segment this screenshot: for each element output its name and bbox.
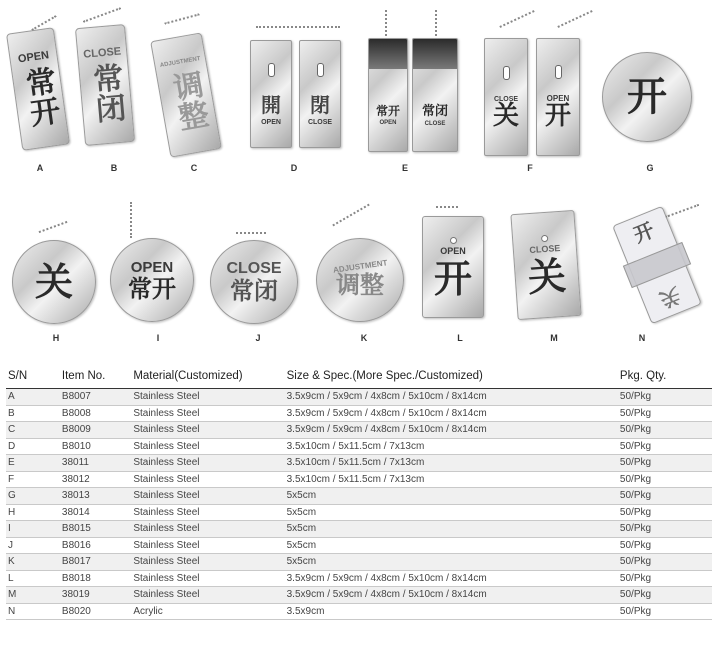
product-label: J	[255, 333, 261, 343]
sign-tag	[536, 38, 580, 156]
spec-table	[6, 366, 712, 620]
table-row	[6, 570, 712, 587]
bead-chain	[164, 13, 199, 24]
cell-pkg-qty: 50/Pkg	[618, 504, 712, 521]
header-material: Material(Customized)	[131, 366, 284, 389]
sign-tag	[6, 27, 70, 151]
cell-pkg-qty: 50/Pkg	[618, 471, 712, 488]
sign-tag	[422, 216, 484, 318]
cell-material: Stainless Steel	[131, 521, 284, 538]
cell-pkg-qty: 50/Pkg	[618, 570, 712, 587]
product-label: G	[646, 163, 654, 173]
bead-chain	[39, 221, 68, 233]
sign-tag	[150, 32, 222, 157]
header-item-no: Item No.	[60, 366, 131, 389]
hanging-hole	[540, 234, 547, 241]
header-sn: S/N	[6, 366, 60, 389]
cell-material: Acrylic	[131, 603, 284, 620]
acrylic-slider	[623, 242, 691, 288]
sign-tag	[510, 210, 581, 320]
tag-chinese-text: 開	[261, 92, 281, 117]
tag-chinese-text: 开	[433, 256, 472, 301]
cell-pkg-qty: 50/Pkg	[618, 587, 712, 604]
tag-chinese-text: 常闭	[86, 61, 127, 124]
dark-band	[413, 39, 457, 69]
sign-tag	[250, 40, 292, 148]
cell-size-spec: 5x5cm	[285, 537, 618, 554]
cell-size-spec: 5x5cm	[285, 504, 618, 521]
cell-pkg-qty: 50/Pkg	[618, 603, 712, 620]
cell-item-no: B8016	[60, 537, 131, 554]
cell-material: Stainless Steel	[131, 438, 284, 455]
tag-chinese-text: 关	[492, 100, 519, 131]
cell-sn: L	[6, 570, 60, 587]
table-row	[6, 504, 712, 521]
cell-size-spec: 5x5cm	[285, 554, 618, 571]
sign-tag	[484, 38, 528, 156]
cell-item-no: B8010	[60, 438, 131, 455]
sign-tag	[210, 240, 298, 324]
header-size-spec: Size & Spec.(More Spec./Customized)	[285, 366, 618, 389]
tag-english-text: CLOSE	[307, 118, 333, 126]
tag-chinese-text: 常开	[18, 64, 62, 129]
cell-sn: B	[6, 405, 60, 422]
slot-hole	[503, 66, 510, 80]
table-row	[6, 537, 712, 554]
product-label: M	[550, 333, 558, 343]
cell-material: Stainless Steel	[131, 488, 284, 505]
cell-sn: G	[6, 488, 60, 505]
cell-item-no: B8018	[60, 570, 131, 587]
cell-pkg-qty: 50/Pkg	[618, 488, 712, 505]
tag-english-text: OPEN	[546, 94, 570, 103]
tag-chinese-text: 常闭	[421, 104, 448, 119]
cell-sn: D	[6, 438, 60, 455]
cell-size-spec: 3.5x10cm / 5x11.5cm / 7x13cm	[285, 455, 618, 472]
tag-english-text: ADJUSTMENT	[332, 258, 388, 275]
cell-item-no: 38011	[60, 455, 131, 472]
cell-sn: C	[6, 422, 60, 439]
cell-item-no: 38014	[60, 504, 131, 521]
cell-pkg-qty: 50/Pkg	[618, 405, 712, 422]
bead-chain	[436, 206, 458, 208]
product-label: C	[190, 163, 198, 173]
sign-tag	[299, 40, 341, 148]
cell-size-spec: 5x5cm	[285, 521, 618, 538]
product-label: E	[401, 163, 408, 173]
cell-sn: N	[6, 603, 60, 620]
tag-english-text: OPEN	[261, 118, 281, 126]
cell-sn: A	[6, 389, 60, 406]
tag-english-text: OPEN	[130, 258, 174, 276]
bead-chain	[236, 232, 266, 234]
cell-item-no: B8008	[60, 405, 131, 422]
cell-item-no: B8020	[60, 603, 131, 620]
cell-sn: F	[6, 471, 60, 488]
sign-tag	[602, 52, 692, 142]
tag-chinese-text: 开	[627, 74, 667, 120]
tag-english-text: CLOSE	[82, 44, 122, 61]
tag-chinese-text: 常闭	[230, 277, 278, 305]
sign-tag	[110, 238, 194, 322]
table-row	[6, 438, 712, 455]
cell-item-no: B8007	[60, 389, 131, 406]
sign-tag	[316, 238, 404, 322]
sign-tag	[612, 206, 702, 325]
cell-sn: M	[6, 587, 60, 604]
tag-chinese-text: 常开	[375, 104, 400, 118]
cell-material: Stainless Steel	[131, 471, 284, 488]
table-row	[6, 587, 712, 604]
cell-size-spec: 5x5cm	[285, 488, 618, 505]
cell-sn: J	[6, 537, 60, 554]
cell-size-spec: 3.5x9cm / 5x9cm / 4x8cm / 5x10cm / 8x14cm	[285, 570, 618, 587]
tag-chinese-text: 关	[526, 253, 568, 300]
bead-chain	[665, 204, 700, 218]
bead-chain	[499, 10, 534, 28]
tag-english-text: CLOSE	[226, 260, 282, 277]
cell-size-spec: 3.5x10cm / 5x11.5cm / 7x13cm	[285, 438, 618, 455]
table-row	[6, 554, 712, 571]
cell-material: Stainless Steel	[131, 587, 284, 604]
table-row	[6, 389, 712, 406]
bead-chain	[385, 10, 387, 40]
bead-chain	[130, 202, 132, 238]
tag-chinese-text: 开	[629, 217, 658, 248]
cell-material: Stainless Steel	[131, 537, 284, 554]
sign-tag	[12, 240, 96, 324]
tag-chinese-text: 调整	[165, 68, 210, 134]
tag-english-text: OPEN	[17, 48, 50, 65]
tag-chinese-text: 开	[544, 101, 571, 131]
cell-sn: E	[6, 455, 60, 472]
cell-material: Stainless Steel	[131, 504, 284, 521]
dark-band	[369, 39, 407, 69]
table-header-row	[6, 366, 712, 389]
product-label: K	[360, 333, 368, 343]
cell-pkg-qty: 50/Pkg	[618, 422, 712, 439]
cell-size-spec: 3.5x10cm / 5x11.5cm / 7x13cm	[285, 471, 618, 488]
slot-hole	[555, 65, 562, 79]
product-label: B	[110, 163, 118, 173]
tag-english-text: ADJUSTMENT	[159, 55, 201, 70]
cell-material: Stainless Steel	[131, 389, 284, 406]
slot-hole	[268, 63, 275, 77]
product-label: A	[36, 163, 44, 173]
cell-pkg-qty: 50/Pkg	[618, 537, 712, 554]
cell-sn: K	[6, 554, 60, 571]
cell-material: Stainless Steel	[131, 422, 284, 439]
cell-material: Stainless Steel	[131, 554, 284, 571]
cell-material: Stainless Steel	[131, 405, 284, 422]
table-row	[6, 422, 712, 439]
cell-pkg-qty: 50/Pkg	[618, 455, 712, 472]
cell-sn: H	[6, 504, 60, 521]
tag-english-text: OPEN	[440, 245, 466, 256]
header-pkg-qty: Pkg. Qty.	[618, 366, 712, 389]
sign-tag	[368, 38, 408, 152]
product-label: F	[527, 163, 533, 173]
table-row	[6, 471, 712, 488]
cell-item-no: 38012	[60, 471, 131, 488]
product-label: D	[290, 163, 298, 173]
bead-chain	[557, 10, 592, 28]
sign-tag	[75, 24, 135, 146]
cell-pkg-qty: 50/Pkg	[618, 521, 712, 538]
slot-hole	[317, 63, 324, 77]
tag-chinese-text: 关	[656, 282, 684, 313]
product-label: H	[52, 333, 60, 343]
hanging-hole	[450, 237, 457, 244]
cell-size-spec: 3.5x9cm	[285, 603, 618, 620]
cell-size-spec: 3.5x9cm / 5x9cm / 4x8cm / 5x10cm / 8x14cm	[285, 422, 618, 439]
table-row	[6, 488, 712, 505]
bead-chain	[332, 204, 369, 227]
bead-chain	[256, 26, 340, 28]
cell-size-spec: 3.5x9cm / 5x9cm / 4x8cm / 5x10cm / 8x14cm	[285, 389, 618, 406]
bead-chain	[83, 7, 121, 23]
tag-chinese-text: 调整	[336, 271, 384, 299]
sign-tag	[412, 38, 458, 152]
cell-pkg-qty: 50/Pkg	[618, 554, 712, 571]
product-label: I	[156, 333, 160, 343]
tag-chinese-text: 閉	[310, 92, 330, 117]
cell-item-no: B8009	[60, 422, 131, 439]
tag-english-text: OPEN	[379, 120, 397, 126]
cell-size-spec: 3.5x9cm / 5x9cm / 4x8cm / 5x10cm / 8x14cm	[285, 587, 618, 604]
product-label: L	[457, 333, 463, 343]
cell-pkg-qty: 50/Pkg	[618, 438, 712, 455]
table-body	[6, 389, 712, 620]
cell-item-no: B8015	[60, 521, 131, 538]
cell-pkg-qty: 50/Pkg	[618, 389, 712, 406]
cell-size-spec: 3.5x9cm / 5x9cm / 4x8cm / 5x10cm / 8x14cm	[285, 405, 618, 422]
tag-english-text: CLOSE	[493, 95, 519, 103]
cell-material: Stainless Steel	[131, 570, 284, 587]
cell-sn: I	[6, 521, 60, 538]
product-label: N	[638, 333, 646, 343]
table-row	[6, 405, 712, 422]
tag-english-text: CLOSE	[424, 121, 446, 127]
table-row	[6, 455, 712, 472]
cell-material: Stainless Steel	[131, 455, 284, 472]
table-row	[6, 521, 712, 538]
tag-chinese-text: 关	[34, 260, 73, 304]
cell-item-no: B8017	[60, 554, 131, 571]
table-row	[6, 603, 712, 620]
cell-item-no: 38019	[60, 587, 131, 604]
bead-chain	[435, 10, 437, 40]
cell-item-no: 38013	[60, 488, 131, 505]
tag-chinese-text: 常开	[128, 274, 176, 303]
tag-english-text: CLOSE	[529, 242, 561, 255]
